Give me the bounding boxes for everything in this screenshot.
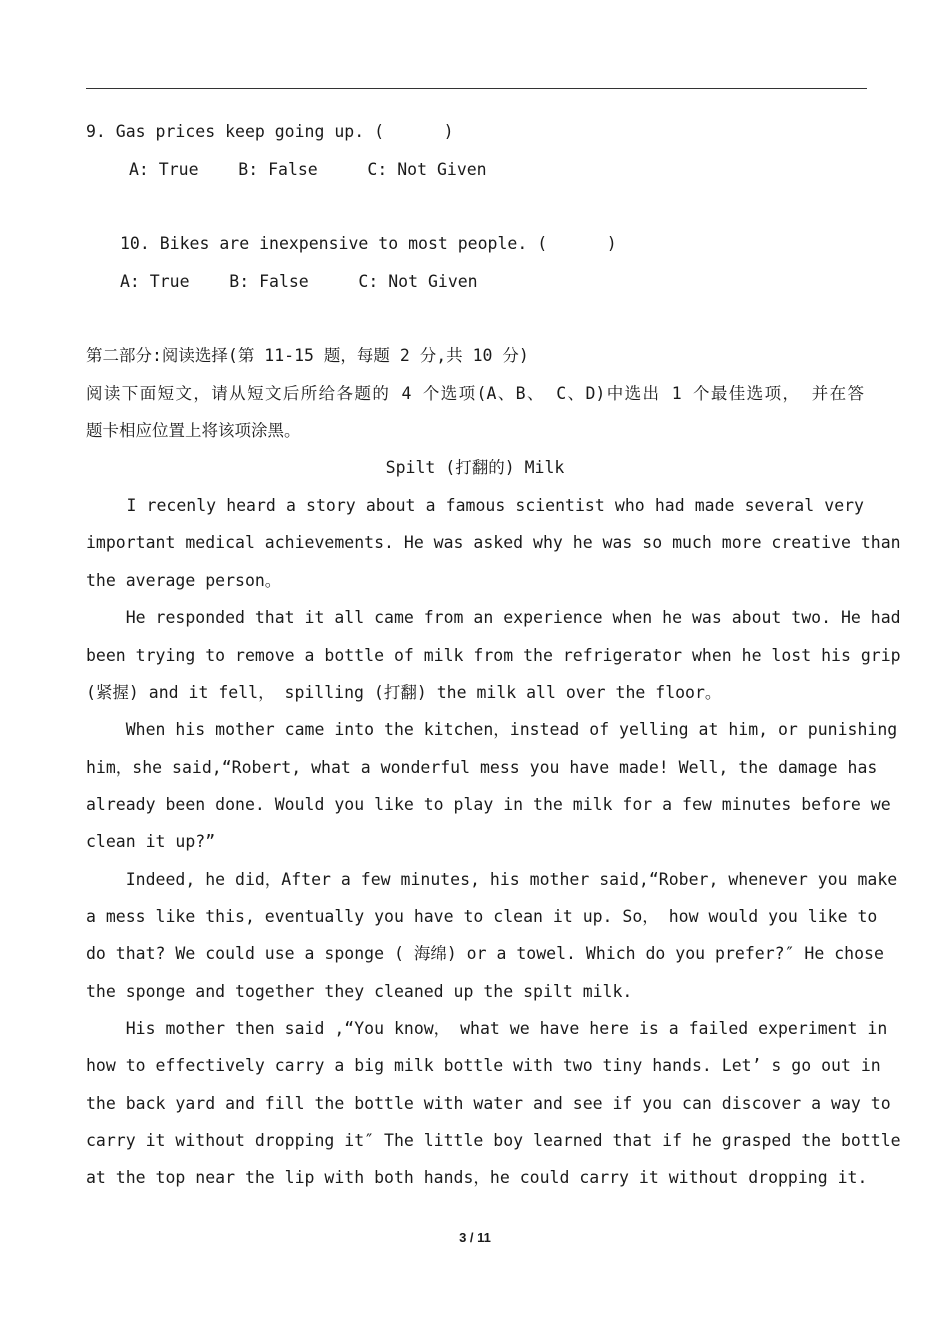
passage-line: important medical achievements. He was asked why he was so much more creative than	[86, 533, 901, 552]
passage-line: a mess like this, eventually you have to clean it up. So， how would you like to	[86, 907, 878, 926]
passage-line: already been done. Would you like to play in the milk for a few minutes before we	[86, 795, 891, 814]
part2-heading: 第二部分:阅读选择(第 11-15 题，每题 2 分,共 10 分)	[86, 346, 529, 365]
passage-line: clean it up?”	[86, 832, 216, 851]
passage-line: His mother then said ,“You know， what we have here is a failed experiment in	[86, 1019, 888, 1038]
passage-line: Indeed, he did，After a few minutes, his mother said,“Rober, whenever you make	[86, 870, 898, 889]
question-stem: 9. Gas prices keep going up. ( )	[86, 122, 454, 141]
passage-title: Spilt (打翻的) Milk	[385, 458, 565, 477]
question-stem: 10. Bikes are inexpensive to most people. ( )	[120, 234, 617, 253]
passage-line: at the top near the lip with both hands，he could carry it without dropping it.	[86, 1168, 868, 1187]
page-number: 3 / 11	[459, 1230, 491, 1245]
passage-line: (紧握) and it fell， spilling (打翻) the milk all over the floor。	[86, 683, 722, 702]
passage-line: the sponge and together they cleaned up the spilt milk.	[86, 982, 633, 1001]
passage-line: how to effectively carry a big milk bottle with two tiny hands. Let’ s go out in	[86, 1056, 881, 1075]
passage-line: been trying to remove a bottle of milk from the refrigerator when he lost his grip	[86, 646, 901, 665]
header-rule	[86, 88, 867, 89]
passage-line: When his mother came into the kitchen，instead of yelling at him, or punishing	[86, 720, 898, 739]
passage-line: the back yard and fill the bottle with water and see if you can discover a way to	[86, 1094, 891, 1113]
passage-line: I recenly heard a story about a famous scientist who had made several very	[86, 496, 864, 515]
part2-instruction-line: 题卡相应位置上将该项涂黑。	[86, 421, 301, 440]
passage-line: him，she said,“Robert, what a wonderful mess you have made! Well, the damage has	[86, 758, 878, 777]
question-options: A: True B: False C: Not Given	[129, 160, 487, 179]
question-options: A: True B: False C: Not Given	[120, 272, 478, 291]
passage-line: He responded that it all came from an experience when he was about two. He had	[86, 608, 901, 627]
passage-line: carry it without dropping it″ The little boy learned that if he grasped the bottle	[86, 1131, 901, 1150]
part2-instruction-line: 阅读下面短文，请从短文后所给各题的 4 个选项(A、B、 C、D)中选出 1 个最佳选项， 并在答	[86, 384, 864, 403]
passage-line: the average person。	[86, 571, 282, 590]
passage-line: do that? We could use a sponge ( 海绵) or a towel. Which do you prefer?″ He chose	[86, 944, 884, 963]
